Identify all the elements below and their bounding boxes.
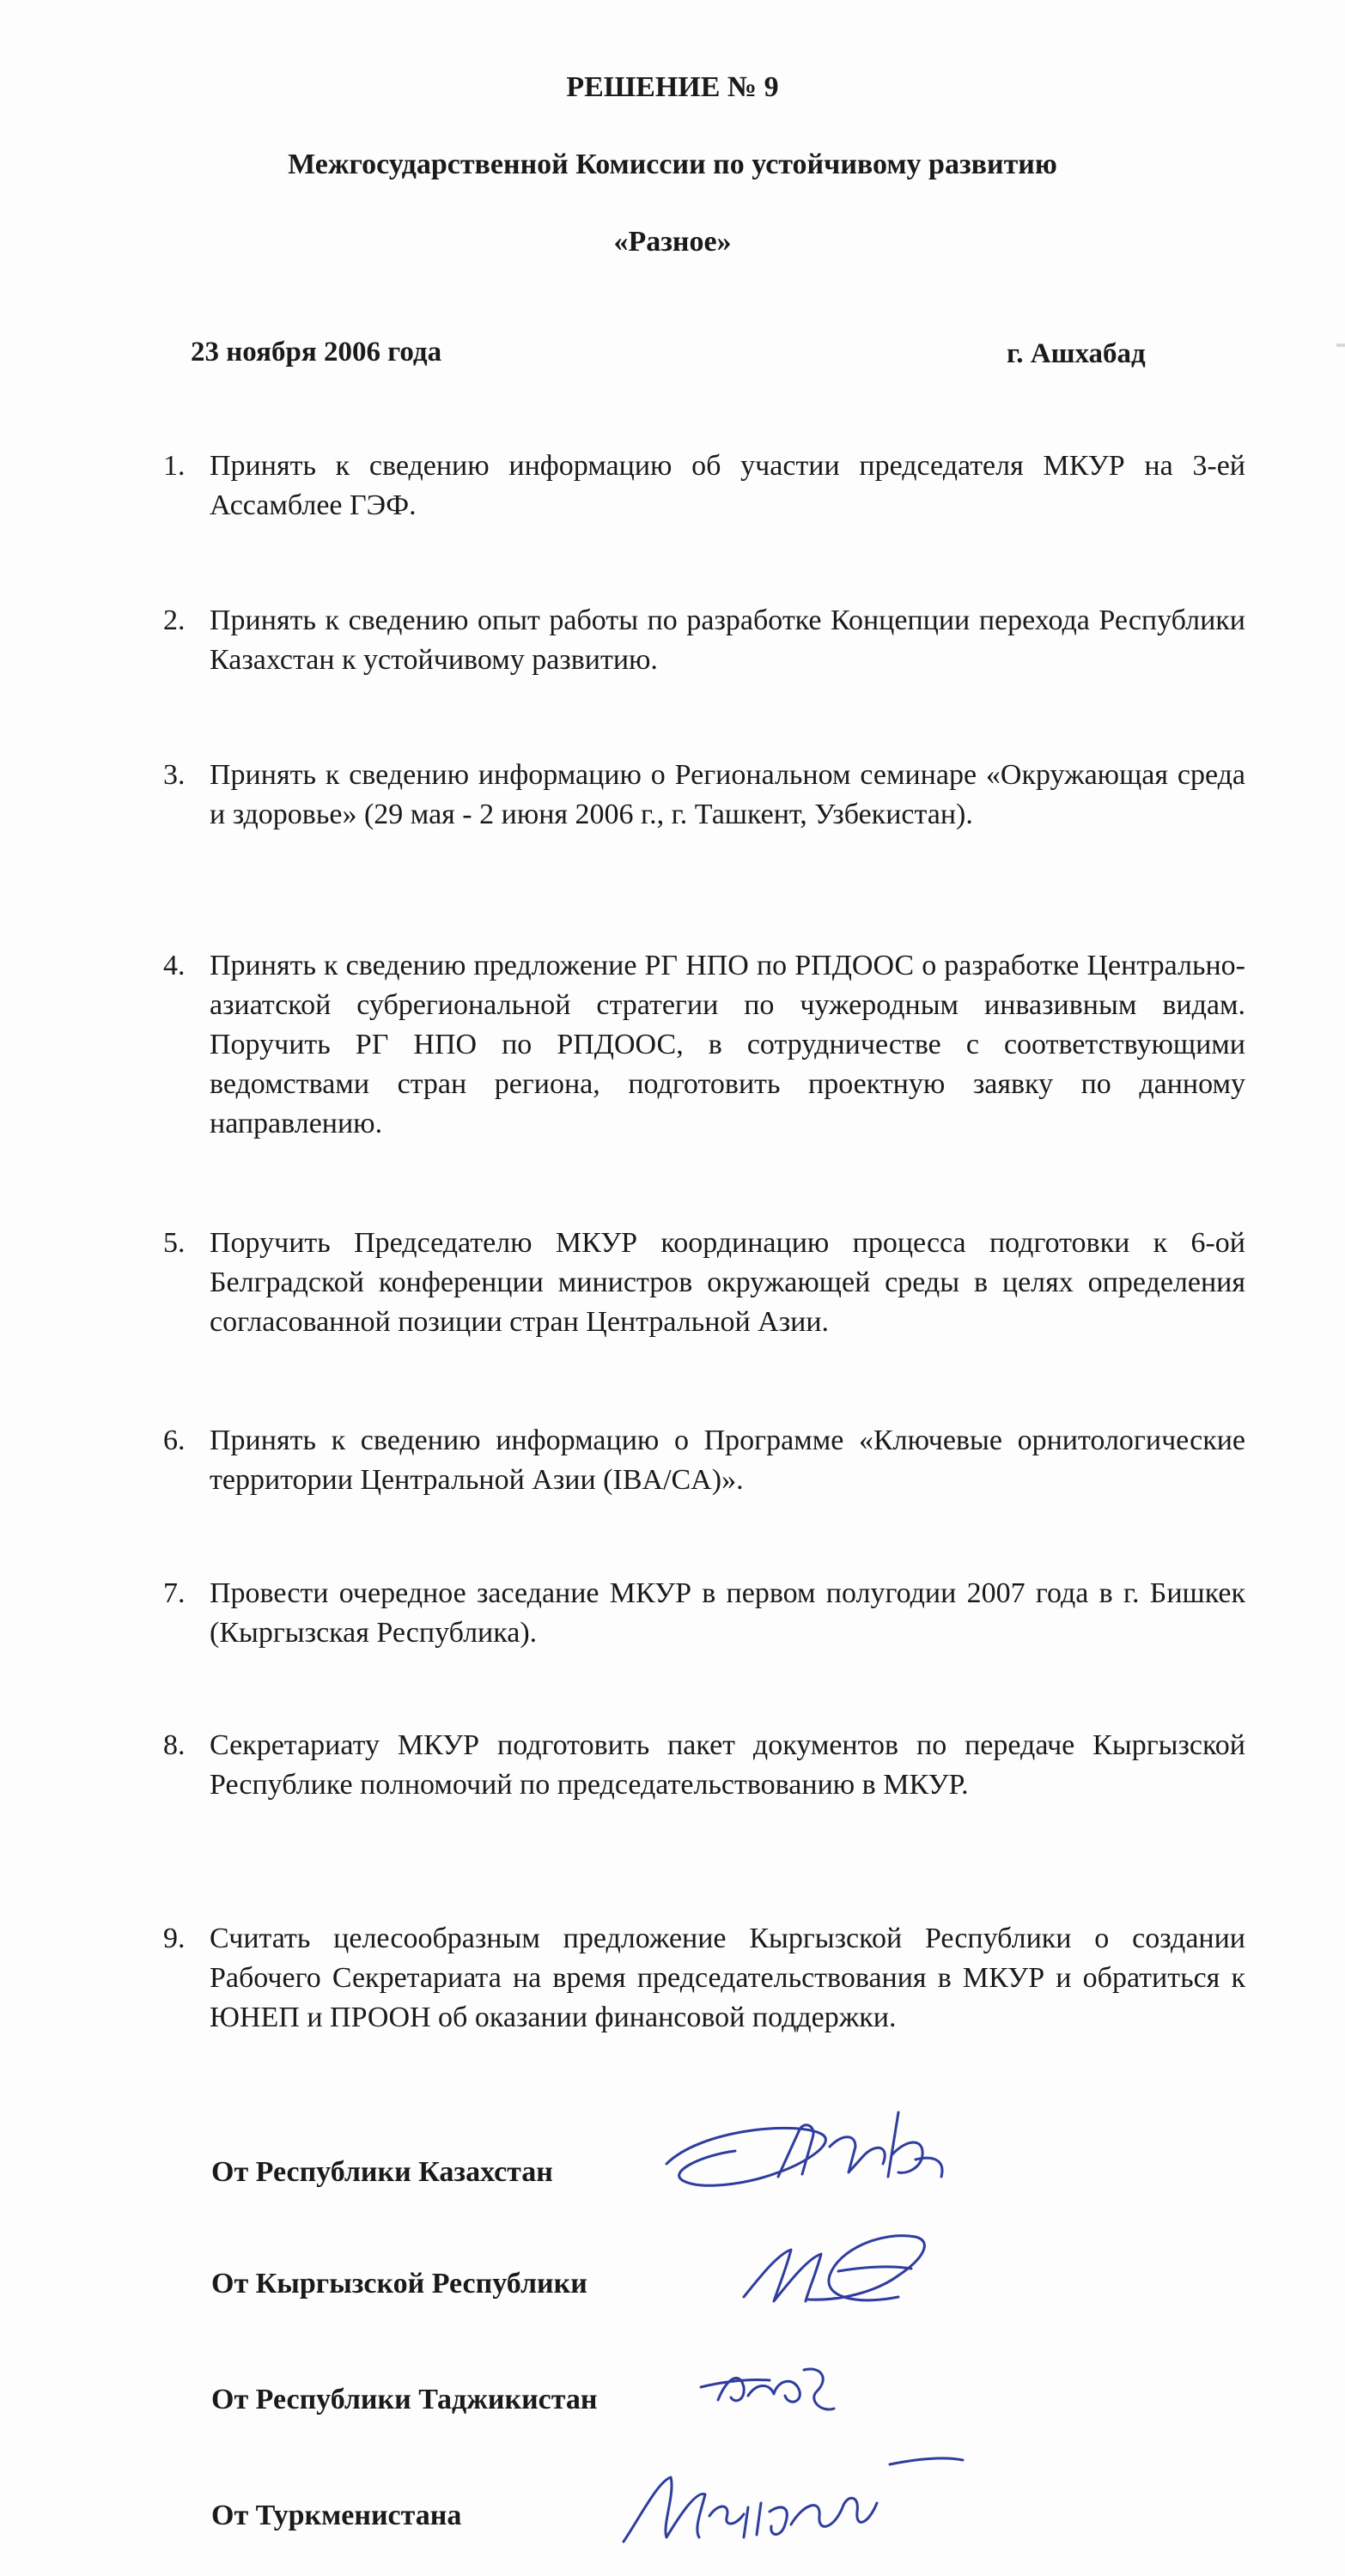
signature-label: От Кыргызской Республики	[211, 2268, 587, 2300]
signature-kyrgyzstan-mark	[727, 2215, 984, 2318]
item-number: 1.	[163, 450, 186, 482]
item-text: Провести очередное заседание МКУР в первом полугодии 2007 года в г. Бишкек (Кыргызская Республика).	[210, 1577, 1245, 1649]
decision-item	[163, 1421, 1245, 1500]
decision-item	[163, 1919, 1245, 2038]
item-text: Принять к сведению опыт работы по разработке Концепции перехода Республики Казахстан к устойчивому развитию.	[210, 605, 1245, 676]
scan-edge-mark	[1336, 343, 1345, 347]
decision-item	[163, 601, 1245, 680]
signature-label: От Республики Казахстан	[211, 2156, 553, 2188]
document-date: 23 ноября 2006 года	[191, 337, 442, 368]
signature-row-kazakhstan	[211, 2138, 1225, 2207]
document-city: г. Ашхабад	[1007, 338, 1146, 369]
signature-row-tajikistan	[211, 2366, 1225, 2434]
decision-item	[163, 447, 1245, 526]
document-title: РЕШЕНИЕ № 9	[566, 71, 779, 103]
decision-item	[163, 756, 1245, 835]
item-number: 9.	[163, 1923, 186, 1954]
decision-item	[163, 1574, 1245, 1653]
item-number: 7.	[163, 1577, 186, 1609]
document-subtitle: Межгосударственной Комиссии по устойчивому развитию	[288, 149, 1057, 180]
decision-item	[163, 1224, 1245, 1342]
document-topic: «Разное»	[613, 226, 732, 258]
item-number: 2.	[163, 605, 186, 636]
item-number: 5.	[163, 1227, 186, 1259]
item-text: Принять к сведению предложение РГ НПО по РПДООС о разработке Центрально-азиатской субрегиональной стратегии по чужеродным инвазивным видам. Поручить РГ НПО по РПДООС, в сотрудничестве с соответствующими ведомствами стран региона, подготовить проектную заявку по данному направлению.	[210, 950, 1245, 1139]
signature-kazakhstan-mark	[649, 2095, 993, 2207]
signature-tajikistan-mark	[692, 2353, 864, 2421]
signature-row-kyrgyzstan	[211, 2250, 1225, 2318]
item-text: Секретариату МКУР подготовить пакет документов по передаче Кыргызской Республике полномочий по председательствованию в МКУР.	[210, 1729, 1245, 1801]
item-text: Принять к сведению информацию об участии председателя МКУР на 3-ей Ассамблее ГЭФ.	[210, 450, 1245, 521]
item-number: 4.	[163, 950, 186, 981]
item-text: Поручить Председателю МКУР координацию процесса подготовки к 6-ой Белградской конференции министров окружающей среды в целях определения согласованной позиции стран Центральной Азии.	[210, 1227, 1245, 1338]
item-number: 6.	[163, 1425, 186, 1456]
item-text: Считать целесообразным предложение Кыргызской Республики о создании Рабочего Секретариата на время председательствования в МКУР и обратиться к ЮНЕП и ПРООН об оказании финансовой поддержки.	[210, 1923, 1245, 2033]
decision-item	[163, 946, 1245, 1144]
signature-label: От Туркменистана	[211, 2500, 462, 2531]
item-text: Принять к сведению информацию о Программе «Ключевые орнитологические территории Центральной Азии (IBA/CA)».	[210, 1425, 1245, 1496]
item-number: 8.	[163, 1729, 186, 1761]
item-text: Принять к сведению информацию о Региональном семинаре «Окружающая среда и здоровье» (29 мая - 2 июня 2006 г., г. Ташкент, Узбекистан).	[210, 759, 1245, 830]
signature-row-turkmenistan	[211, 2482, 1225, 2550]
item-number: 3.	[163, 759, 186, 791]
signature-label: От Республики Таджикистан	[211, 2384, 598, 2415]
signature-turkmenistan-mark	[615, 2456, 976, 2550]
decision-item	[163, 1726, 1245, 1805]
